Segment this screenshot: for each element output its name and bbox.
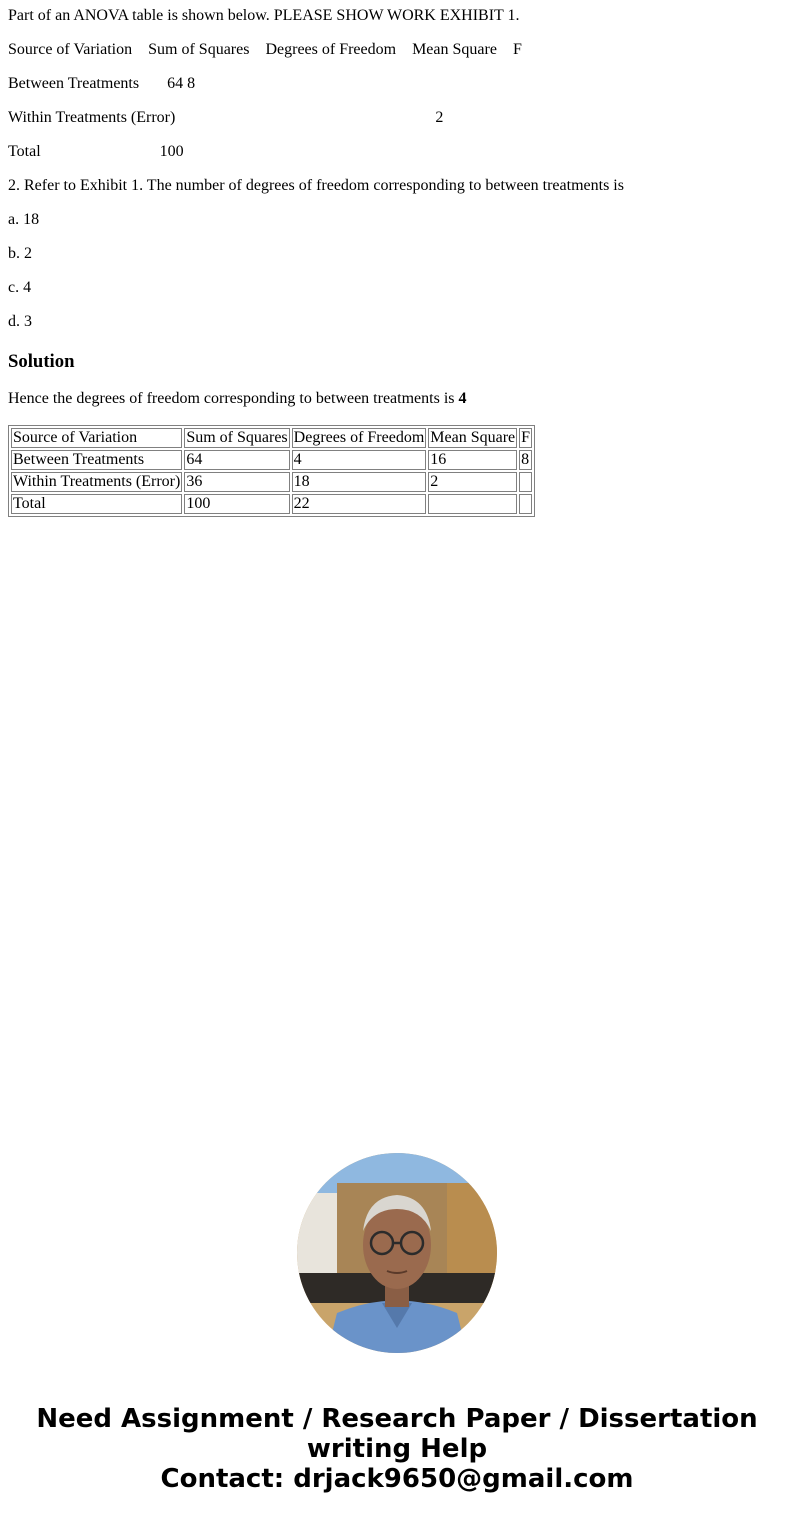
table-cell: Between Treatments [11, 450, 182, 470]
table-cell: 22 [292, 494, 427, 514]
table-cell: 64 [184, 450, 289, 470]
exhibit-row-values: 100 [159, 143, 184, 160]
exhibit-row-values: 2 [435, 109, 444, 126]
solution-heading: Solution [8, 351, 75, 372]
promo-line-2: writing Help [306, 1434, 488, 1464]
table-header-row [11, 428, 532, 448]
promo-contact: Contact: drjack9650@gmail.com [160, 1464, 634, 1494]
exhibit-header-f: F [512, 41, 522, 58]
exhibit-header-ss: Sum of Squares [148, 41, 250, 58]
table-cell: 2 [428, 472, 517, 492]
question-intro: Part of an ANOVA table is shown below. PLEASE SHOW WORK EXHIBIT 1. [8, 7, 520, 24]
table-header-cell: Mean Square [430, 429, 516, 446]
exhibit-header-source: Source of Variation [8, 41, 133, 58]
option-d: d. 3 [8, 313, 32, 330]
table-cell: 18 [292, 472, 427, 492]
table-cell: 16 [428, 450, 517, 470]
table-row [11, 450, 532, 470]
table-cell: 100 [184, 494, 289, 514]
avatar [297, 1153, 497, 1353]
option-a: a. 18 [8, 211, 40, 228]
exhibit-row-values: 64 8 [167, 75, 196, 92]
exhibit-header-ms: Mean Square [412, 41, 497, 58]
solution-answer-text: Hence the degrees of freedom corresponding to between treatments is [8, 390, 459, 407]
table-cell [519, 494, 532, 514]
table-cell: 8 [519, 450, 532, 470]
solution-answer-value: 4 [458, 390, 467, 407]
exhibit-row-label: Between Treatments [8, 75, 140, 92]
solution-answer [8, 390, 467, 408]
table-cell: 36 [184, 472, 289, 492]
table-header-cell: Source of Variation [11, 428, 182, 448]
option-b: b. 2 [8, 245, 32, 262]
person-portrait-icon [297, 1153, 497, 1353]
table-cell [428, 494, 517, 514]
table-header-cell: Sum of Squares [186, 429, 288, 446]
promo-line-1: Need Assignment / Research Paper / Dissertation [36, 1404, 758, 1434]
table-cell: Within Treatments (Error) [13, 473, 181, 490]
table-header-cell: F [521, 429, 531, 446]
exhibit-row-label: Within Treatments (Error) [8, 109, 176, 126]
option-c: c. 4 [8, 279, 32, 296]
exhibit-row-between [8, 75, 195, 93]
exhibit-header-line [8, 41, 522, 59]
exhibit-row-label: Total [8, 143, 41, 160]
table-header-cell: Degrees of Freedom [293, 429, 425, 446]
exhibit-row-within [8, 109, 443, 127]
table-cell: 4 [292, 450, 427, 470]
table-row [11, 494, 532, 514]
table-cell [519, 472, 532, 492]
exhibit-row-total [8, 143, 184, 161]
anova-table [8, 425, 535, 517]
promo-banner [0, 1404, 794, 1494]
table-cell: Total [11, 494, 182, 514]
question-prompt: 2. Refer to Exhibit 1. The number of degrees of freedom corresponding to between treatments is [8, 177, 624, 194]
table-row [11, 472, 532, 492]
exhibit-header-df: Degrees of Freedom [265, 41, 397, 58]
